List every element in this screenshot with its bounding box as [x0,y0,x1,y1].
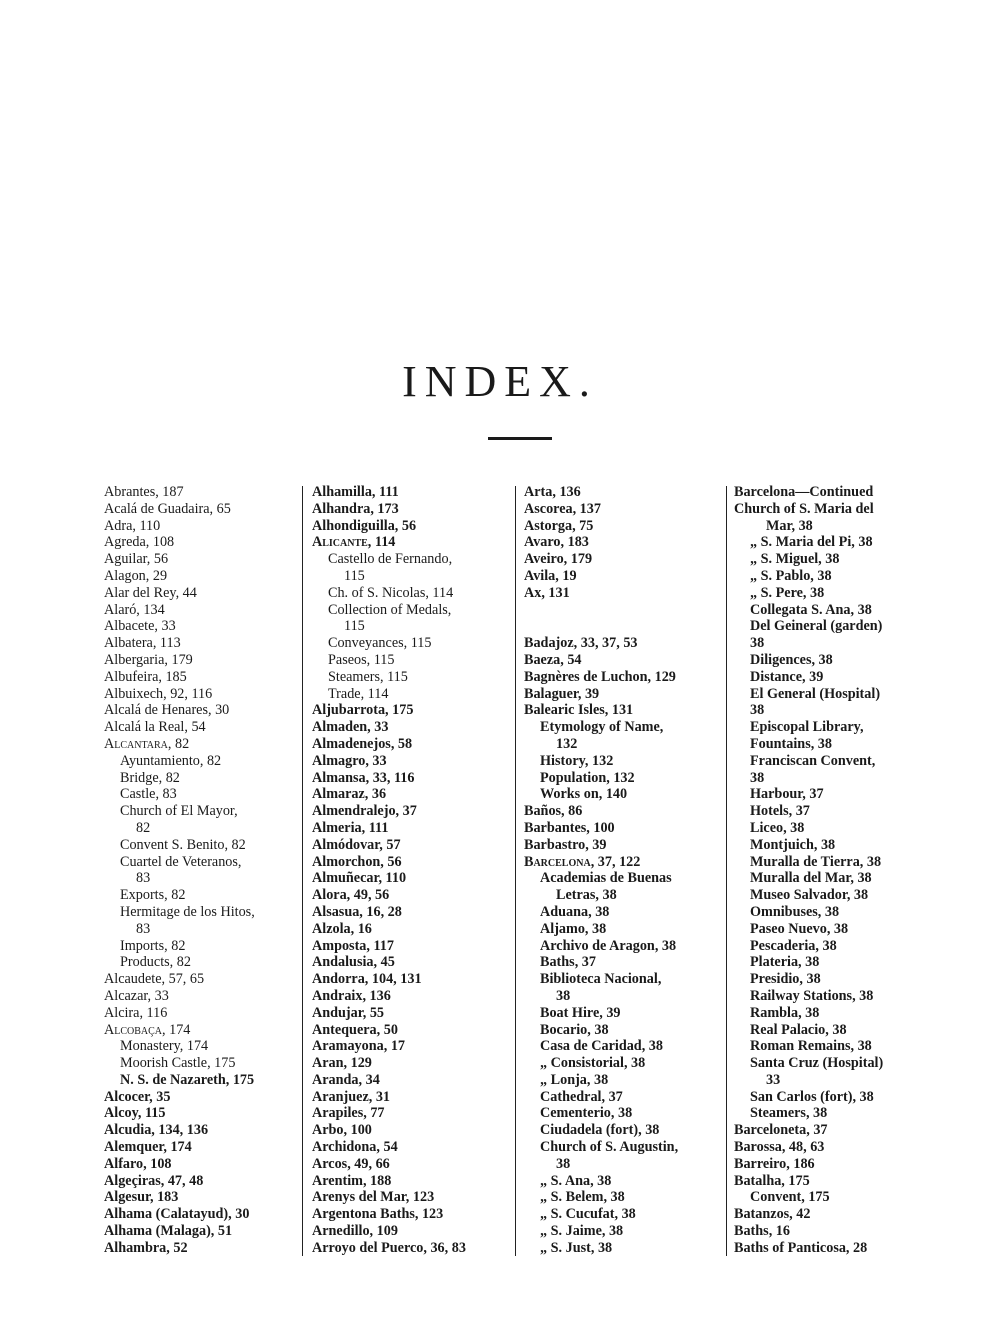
index-entry: „ S. Cucufat, 38 [540,1206,636,1223]
index-entry: Letras, 38 [556,887,617,904]
index-entry: Alcazar, 33 [104,987,169,1004]
index-entry: 115 [344,618,365,635]
index-entry: 38 [750,635,765,652]
index-entry: Algesur, 183 [104,1189,179,1206]
index-entry: Barbastro, 39 [524,836,607,853]
index-entry: Agreda, 108 [104,534,175,551]
index-entry [524,602,724,619]
index-entry: „ S. Pere, 38 [750,584,825,601]
index-entry: Paseos, 115 [328,651,395,668]
index-entry: Ascorea, 137 [524,500,601,517]
index-entry: Abrantes, 187 [104,484,184,500]
index-entry: Convent, 175 [750,1189,830,1206]
index-entry: Andalusia, 45 [312,954,395,971]
column-divider [726,486,727,1256]
column-divider [515,486,516,1256]
index-entry: Arapiles, 77 [312,1105,385,1122]
index-entry: Almansa, 33, 116 [312,769,415,786]
title-rule [488,437,552,440]
index-entry: Barcelona, 37, 122 [524,853,641,870]
index-entry: Arcos, 49, 66 [312,1155,390,1172]
index-entry: Railway Stations, 38 [750,987,874,1004]
index-entry: „ S. Jaime, 38 [540,1223,624,1240]
index-entry: 38 [750,702,765,719]
index-entry: Aduana, 38 [540,903,610,920]
index-entry: Almaden, 33 [312,719,389,736]
index-entry: Museo Salvador, 38 [750,887,869,904]
index-entry: Almadenejos, 58 [312,735,413,752]
index-entry: Andraix, 136 [312,987,391,1004]
index-entry: Arroyo del Puerco, 36, 83 [312,1239,466,1256]
index-entry: Alhandra, 173 [312,500,399,517]
index-entry: „ S. Maria del Pi, 38 [750,534,873,551]
index-entry: 38 [556,1155,571,1172]
index-entry: History, 132 [540,752,614,769]
index-entry: Aljamo, 38 [540,920,607,937]
index-entry: Almagro, 33 [312,752,387,769]
index-entry: Del Geineral (garden) [750,618,883,635]
index-entry: Batanzos, 42 [734,1206,811,1223]
index-entry: Baths, 16 [734,1223,790,1240]
index-entry: 38 [556,987,571,1004]
index-entry: Collection of Medals, [328,601,452,618]
index-entry: Alcantara, 82 [104,735,190,752]
index-entry: El General (Hospital) [750,685,881,702]
index-entry: Omnibuses, 38 [750,903,840,920]
index-entry: Works on, 140 [540,786,628,803]
index-entry: Monastery, 174 [120,1038,209,1055]
index-entry: Paseo Nuevo, 38 [750,920,849,937]
index-entry: „ S. Just, 38 [540,1239,613,1256]
index-entry: Ch. of S. Nicolas, 114 [328,584,454,601]
index-entry: Alsasua, 16, 28 [312,903,402,920]
index-entry: „ S. Belem, 38 [540,1189,625,1206]
index-entry: Alaró, 134 [104,601,165,618]
index-entry: Alagon, 29 [104,567,168,584]
index-entry: Conveyances, 115 [328,635,432,652]
index-entry: Antequera, 50 [312,1021,398,1038]
index-entry: Alemquer, 174 [104,1139,192,1156]
index-entry: Barreiro, 186 [734,1155,815,1172]
index-entry: Almorchon, 56 [312,853,402,870]
index-entry: Alcocer, 35 [104,1088,171,1105]
index-entry: Barossa, 48, 63 [734,1139,825,1156]
index-entry: Barbantes, 100 [524,819,615,836]
index-entry: Franciscan Convent, [750,752,876,769]
index-entry: Ax, 131 [524,584,570,601]
index-entry: Arentim, 188 [312,1172,392,1189]
index-entry: Ciudadela (fort), 38 [540,1122,660,1139]
index-entry: „ Consistorial, 38 [540,1055,646,1072]
index-entry: Harbour, 37 [750,786,824,803]
column-divider [302,486,303,1256]
index-entry: Astorga, 75 [524,517,594,534]
index-entry: Bridge, 82 [120,769,180,786]
index-entry: Pescaderia, 38 [750,937,837,954]
index-entry: Hermitage de los Hitos, [120,903,255,920]
index-column-3 [524,484,724,1264]
index-entry: 33 [766,1071,781,1088]
index-entry: Balearic Isles, 131 [524,702,634,719]
index-entry: Alcalá de Henares, 30 [104,702,230,719]
index-entry: Etymology of Name, [540,719,664,736]
index-entry: Collegata S. Ana, 38 [750,601,872,618]
index-entry: 115 [344,567,365,584]
index-entry: Adra, 110 [104,517,161,534]
index-entry: Argentona Baths, 123 [312,1206,444,1223]
index-entry: Alhama (Malaga), 51 [104,1223,233,1240]
index-entry: Imports, 82 [120,937,186,954]
index-column-2 [312,484,514,1264]
index-entry: Arbo, 100 [312,1122,372,1139]
index-entry: Population, 132 [540,769,635,786]
index-entry: Liceo, 38 [750,819,805,836]
index-entry: Presidio, 38 [750,971,821,988]
index-entry: Rambla, 38 [750,1004,820,1021]
index-entry: Baths, 37 [540,954,596,971]
index-entry: Albuixech, 92, 116 [104,685,213,702]
index-entry: Trade, 114 [328,685,389,702]
index-entry: Mar, 38 [766,517,813,534]
index-entry: Church of S. Maria del [734,500,874,517]
index-entry: Fountains, 38 [750,735,832,752]
index-entry: Alhama (Calatayud), 30 [104,1206,250,1223]
index-entry: 132 [556,735,578,752]
index-entry: Bagnères de Luchon, 129 [524,668,676,685]
index-entry: Ayuntamiento, 82 [120,752,222,769]
index-entry: Balaguer, 39 [524,685,600,702]
index-entry: Boat Hire, 39 [540,1004,621,1021]
index-entry: Distance, 39 [750,668,824,685]
index-entry: Aranda, 34 [312,1071,380,1088]
index-entry: Steamers, 38 [750,1105,828,1122]
index-entry: Aljubarrota, 175 [312,702,414,719]
index-entry: 83 [136,920,151,937]
index-entry: Aramayona, 17 [312,1038,406,1055]
index-entry: Aran, 129 [312,1055,372,1072]
index-entry: Batalha, 175 [734,1172,810,1189]
index-column-4 [734,484,958,1264]
index-entry: Albacete, 33 [104,618,176,635]
index-entry: Alcobaça, 174 [104,1021,191,1038]
index-entry: Biblioteca Nacional, [540,971,662,988]
index-entry: Church of S. Augustin, [540,1139,679,1156]
index-entry: Plateria, 38 [750,954,820,971]
index-entry: Archivo de Aragon, 38 [540,937,677,954]
index-entry: N. S. de Nazareth, 175 [120,1071,255,1088]
index-entry: 38 [750,769,765,786]
index-entry: Exports, 82 [120,887,186,904]
index-entry: Albufeira, 185 [104,668,187,685]
index-entry: Baeza, 54 [524,651,582,668]
index-entry: Almendralejo, 37 [312,803,417,820]
index-entry: „ S. Pablo, 38 [750,567,832,584]
index-entry: Diligences, 38 [750,651,833,668]
index-column-1 [104,484,300,1264]
index-entry: Muralla del Mar, 38 [750,870,872,887]
index-entry: Products, 82 [120,954,191,971]
index-entry: „ S. Miguel, 38 [750,551,840,568]
index-entry: Alcaudete, 57, 65 [104,971,205,988]
index-entry: Barceloneta, 37 [734,1122,828,1139]
index-entry: Amposta, 117 [312,937,394,954]
index-entry: Andujar, 55 [312,1004,385,1021]
index-entry: Archidona, 54 [312,1139,398,1156]
index-entry: Roman Remains, 38 [750,1038,872,1055]
index-entry: Barcelona—Continued [734,484,874,500]
index-entry: Alcoy, 115 [104,1105,166,1122]
index-entry: Aguilar, 56 [104,551,169,568]
index-entry: Almódovar, 57 [312,836,401,853]
index-entry: Convent S. Benito, 82 [120,836,246,853]
index-entry: Cuartel de Veteranos, [120,853,242,870]
index-entry: 82 [136,819,151,836]
index-entry: Alhondiguilla, 56 [312,517,417,534]
index-entry: Alicante, 114 [312,534,396,551]
page-title: INDEX. [402,357,598,406]
index-entry: Aveiro, 179 [524,551,593,568]
index-entry: Alzola, 16 [312,920,372,937]
index-entry: Bocario, 38 [540,1021,609,1038]
index-entry: Church of El Mayor, [120,803,238,820]
index-entry: Steamers, 115 [328,668,408,685]
index-entry: Avila, 19 [524,567,577,584]
index-entry: Arenys del Mar, 123 [312,1189,435,1206]
index-entry: Real Palacio, 38 [750,1021,847,1038]
index-entry: Almaraz, 36 [312,786,387,803]
index-entry: Badajoz, 33, 37, 53 [524,635,638,652]
index-entry: Academias de Buenas [540,870,672,887]
index-entry: 83 [136,870,151,887]
index-entry: Avaro, 183 [524,534,589,551]
index-entry: Montjuich, 38 [750,836,836,853]
index-entry: Alfaro, 108 [104,1155,172,1172]
index-entry: Hotels, 37 [750,803,810,820]
index-entry: Almuñecar, 110 [312,870,407,887]
index-entry: San Carlos (fort), 38 [750,1088,874,1105]
index-entry: Baños, 86 [524,803,583,820]
index-entry: Albatera, 113 [104,635,181,652]
index-entry: Alcalá la Real, 54 [104,719,206,736]
index-entry: Andorra, 104, 131 [312,971,422,988]
index-entry: Alhamilla, 111 [312,484,399,500]
index-entry: Castle, 83 [120,786,177,803]
index-entry: Moorish Castle, 175 [120,1055,236,1072]
index-entry: Algeçiras, 47, 48 [104,1172,204,1189]
index-entry: Alcira, 116 [104,1004,168,1021]
index-entry: Casa de Caridad, 38 [540,1038,663,1055]
index-entry: Alcudia, 134, 136 [104,1122,209,1139]
index-entry: Cathedral, 37 [540,1088,623,1105]
index-entry: Cementerio, 38 [540,1105,633,1122]
index-entry: Castello de Fernando, [328,551,453,568]
index-entry: Albergaria, 179 [104,651,193,668]
index-entry: Arta, 136 [524,484,581,500]
index-entry: „ S. Ana, 38 [540,1172,612,1189]
index-entry: „ Lonja, 38 [540,1071,609,1088]
index-entry: Muralla de Tierra, 38 [750,853,882,870]
index-entry: Baths of Panticosa, 28 [734,1239,868,1256]
index-entry: Episcopal Library, [750,719,864,736]
index-entry: Aranjuez, 31 [312,1088,391,1105]
index-entry: Santa Cruz (Hospital) [750,1055,884,1072]
index-entry: Alora, 49, 56 [312,887,390,904]
index-entry: Alar del Rey, 44 [104,584,197,601]
index-entry: Acalá de Guadaira, 65 [104,500,231,517]
index-entry: Alhambra, 52 [104,1239,188,1256]
index-entry: Almeria, 111 [312,819,389,836]
index-entry [524,618,724,635]
index-entry: Arnedillo, 109 [312,1223,398,1240]
